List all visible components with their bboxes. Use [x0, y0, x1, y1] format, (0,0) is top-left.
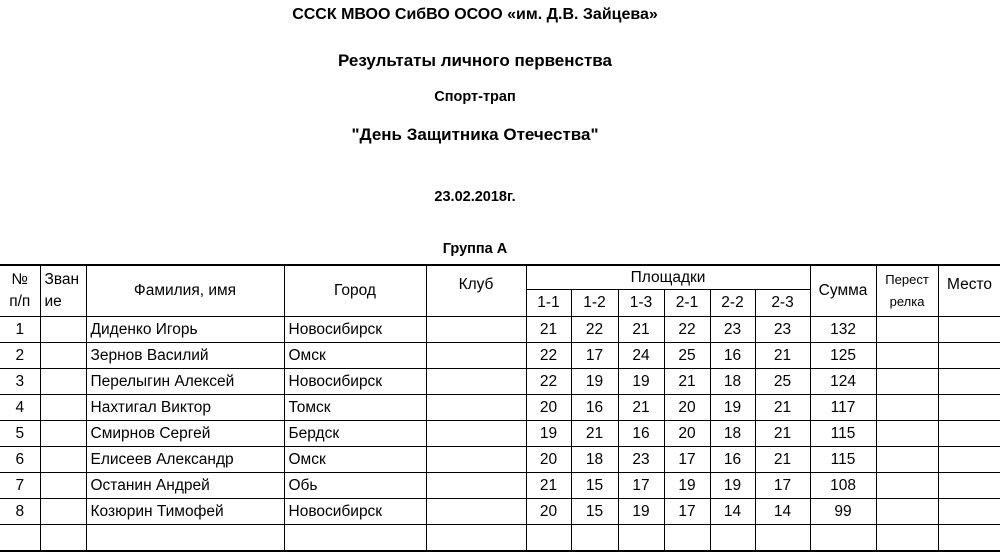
score-cell: 19: [526, 421, 571, 447]
empty-cell: [40, 525, 86, 552]
empty-cell: [526, 525, 571, 552]
empty-cell: [810, 525, 876, 552]
table-row: [0, 395, 1000, 421]
score-cell: 15: [571, 499, 618, 525]
score-cell: 22: [526, 343, 571, 369]
empty-cell: [938, 525, 1000, 552]
sum-cell: 125: [810, 343, 876, 369]
sum-cell: 99: [810, 499, 876, 525]
score-cell: 17: [571, 343, 618, 369]
empty-cell: [426, 525, 526, 552]
empty-row: [0, 525, 1000, 552]
score-cell: 17: [618, 473, 664, 499]
score-cell: 21: [618, 317, 664, 343]
score-cell: 21: [571, 421, 618, 447]
sum-cell: 108: [810, 473, 876, 499]
score-cell: 21: [755, 447, 810, 473]
place-cell: [938, 421, 1000, 447]
score-cell: 22: [664, 317, 710, 343]
col-platform-1-3: 1-3: [618, 290, 664, 317]
rank-cell: [40, 499, 86, 525]
city-cell: Омск: [284, 447, 426, 473]
athlete-name: Козюрин Тимофей: [86, 499, 284, 525]
city-cell: Томск: [284, 395, 426, 421]
empty-cell: [710, 525, 755, 552]
col-num: № п/п: [0, 265, 40, 317]
athlete-name: Диденко Игорь: [86, 317, 284, 343]
shootoff-cell: [876, 317, 938, 343]
city-cell: Обь: [284, 473, 426, 499]
athlete-name: Перелыгин Алексей: [86, 369, 284, 395]
sum-cell: 117: [810, 395, 876, 421]
athlete-name: Останин Андрей: [86, 473, 284, 499]
score-cell: 22: [526, 369, 571, 395]
score-cell: 22: [571, 317, 618, 343]
score-cell: 24: [618, 343, 664, 369]
score-cell: 19: [664, 473, 710, 499]
club-cell: [426, 499, 526, 525]
col-platform-2-1: 2-1: [664, 290, 710, 317]
place-cell: [938, 499, 1000, 525]
col-club: Клуб: [426, 265, 526, 317]
score-cell: 15: [571, 473, 618, 499]
score-cell: 21: [526, 317, 571, 343]
row-number: 7: [0, 473, 40, 499]
results-table: [0, 264, 1000, 552]
score-cell: 16: [571, 395, 618, 421]
club-cell: [426, 447, 526, 473]
col-rank: Зван ие: [40, 265, 86, 317]
city-cell: Бердск: [284, 421, 426, 447]
athlete-name: Нахтигал Виктор: [86, 395, 284, 421]
place-cell: [938, 343, 1000, 369]
table-row: [0, 447, 1000, 473]
shootoff-cell: [876, 369, 938, 395]
shootoff-cell: [876, 421, 938, 447]
score-cell: 19: [710, 395, 755, 421]
empty-cell: [571, 525, 618, 552]
score-cell: 14: [710, 499, 755, 525]
rank-cell: [40, 421, 86, 447]
club-cell: [426, 395, 526, 421]
sum-cell: 124: [810, 369, 876, 395]
score-cell: 18: [710, 369, 755, 395]
score-cell: 21: [755, 421, 810, 447]
rank-cell: [40, 447, 86, 473]
rank-cell: [40, 395, 86, 421]
group-label: Группа А: [442, 241, 508, 257]
col-platform-2-2: 2-2: [710, 290, 755, 317]
page-title: Результаты личного первенства: [338, 51, 612, 70]
empty-cell: [876, 525, 938, 552]
score-cell: 21: [755, 395, 810, 421]
empty-cell: [755, 525, 810, 552]
col-city: Город: [284, 265, 426, 317]
sum-cell: 115: [810, 421, 876, 447]
table-row: [0, 473, 1000, 499]
event-date: 23.02.2018г.: [434, 189, 516, 205]
rank-cell: [40, 317, 86, 343]
athlete-name: Смирнов Сергей: [86, 421, 284, 447]
rank-cell: [40, 473, 86, 499]
score-cell: 19: [618, 369, 664, 395]
row-number: 2: [0, 343, 40, 369]
score-cell: 20: [526, 395, 571, 421]
row-number: 5: [0, 421, 40, 447]
rank-cell: [40, 369, 86, 395]
score-cell: 21: [618, 395, 664, 421]
score-cell: 20: [664, 421, 710, 447]
city-cell: Новосибирск: [284, 499, 426, 525]
col-name: Фамилия, имя: [86, 265, 284, 317]
org-title: СССК МВОО СибВО ОСОО «им. Д.В. Зайцева»: [292, 6, 658, 23]
score-cell: 23: [618, 447, 664, 473]
col-platform-1-2: 1-2: [571, 290, 618, 317]
score-cell: 16: [710, 447, 755, 473]
col-sum: Сумма: [810, 265, 876, 317]
score-cell: 21: [664, 369, 710, 395]
table-row: [0, 369, 1000, 395]
row-number: 3: [0, 369, 40, 395]
place-cell: [938, 317, 1000, 343]
score-cell: 21: [526, 473, 571, 499]
table-row: [0, 343, 1000, 369]
table-row: [0, 499, 1000, 525]
score-cell: 25: [755, 369, 810, 395]
club-cell: [426, 473, 526, 499]
empty-cell: [0, 525, 40, 552]
empty-cell: [86, 525, 284, 552]
score-cell: 17: [664, 447, 710, 473]
event-title: "День Защитника Отечества": [351, 125, 599, 144]
club-cell: [426, 343, 526, 369]
rank-cell: [40, 343, 86, 369]
discipline: Спорт-трап: [434, 89, 516, 105]
city-cell: Новосибирск: [284, 317, 426, 343]
sum-cell: 115: [810, 447, 876, 473]
score-cell: 18: [710, 421, 755, 447]
empty-cell: [618, 525, 664, 552]
score-cell: 19: [618, 499, 664, 525]
col-platform-1-1: 1-1: [526, 290, 571, 317]
score-cell: 17: [755, 473, 810, 499]
col-place: Место: [938, 265, 1000, 317]
empty-cell: [284, 525, 426, 552]
sum-cell: 132: [810, 317, 876, 343]
table-row: [0, 421, 1000, 447]
city-cell: Омск: [284, 343, 426, 369]
score-cell: 14: [755, 499, 810, 525]
score-cell: 23: [755, 317, 810, 343]
empty-cell: [664, 525, 710, 552]
place-cell: [938, 369, 1000, 395]
shootoff-cell: [876, 395, 938, 421]
score-cell: 20: [526, 499, 571, 525]
athlete-name: Елисеев Александр: [86, 447, 284, 473]
row-number: 1: [0, 317, 40, 343]
row-number: 8: [0, 499, 40, 525]
row-number: 6: [0, 447, 40, 473]
club-cell: [426, 421, 526, 447]
place-cell: [938, 473, 1000, 499]
score-cell: 25: [664, 343, 710, 369]
score-cell: 20: [526, 447, 571, 473]
athlete-name: Зернов Василий: [86, 343, 284, 369]
score-cell: 20: [664, 395, 710, 421]
score-cell: 16: [710, 343, 755, 369]
shootoff-cell: [876, 447, 938, 473]
row-number: 4: [0, 395, 40, 421]
score-cell: 21: [755, 343, 810, 369]
col-platform-2-3: 2-3: [755, 290, 810, 317]
shootoff-cell: [876, 473, 938, 499]
score-cell: 18: [571, 447, 618, 473]
place-cell: [938, 447, 1000, 473]
club-cell: [426, 317, 526, 343]
table-row: [0, 317, 1000, 343]
score-cell: 19: [710, 473, 755, 499]
score-cell: 19: [571, 369, 618, 395]
score-cell: 23: [710, 317, 755, 343]
club-cell: [426, 369, 526, 395]
shootoff-cell: [876, 499, 938, 525]
place-cell: [938, 395, 1000, 421]
score-cell: 16: [618, 421, 664, 447]
score-cell: 17: [664, 499, 710, 525]
col-shootoff: Перест релка: [876, 265, 938, 317]
city-cell: Новосибирск: [284, 369, 426, 395]
col-platforms: Площадки: [526, 265, 810, 290]
shootoff-cell: [876, 343, 938, 369]
